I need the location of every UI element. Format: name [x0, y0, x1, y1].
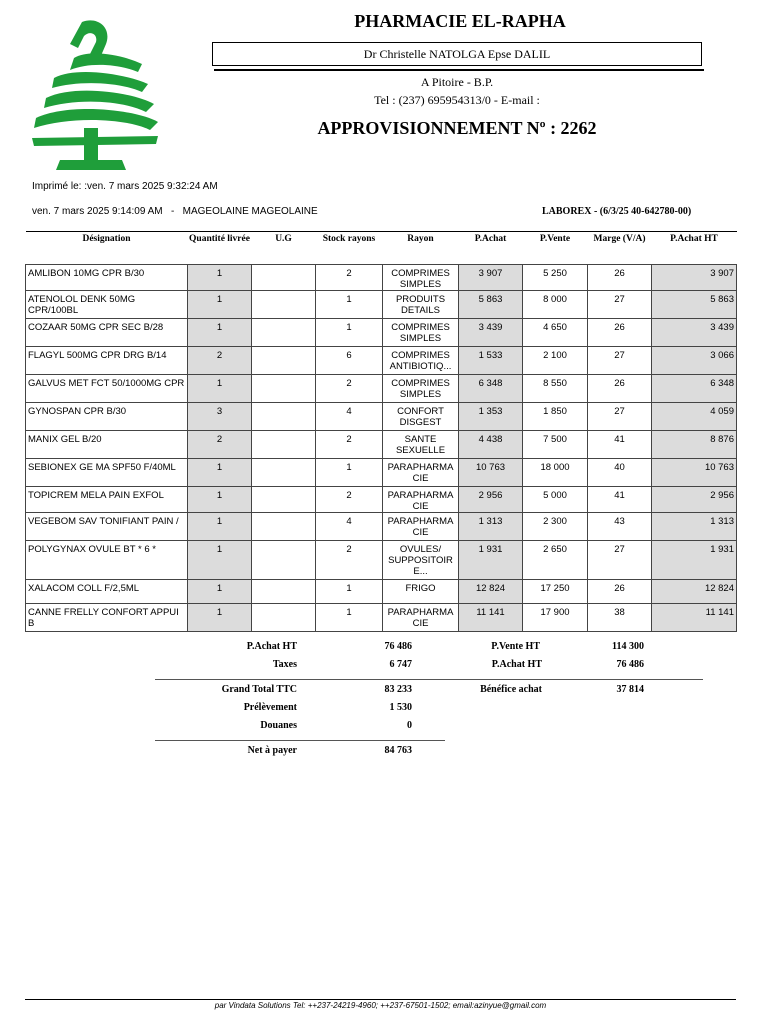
cell-ug: [252, 347, 316, 375]
cell-stock: 2: [316, 541, 383, 580]
cell-pachat-ht: 5 863: [652, 291, 737, 319]
cell-designation: GALVUS MET FCT 50/1000MG CPR: [26, 375, 188, 403]
cell-rayon: PARAPHARMA CIE: [383, 487, 459, 513]
table-row: [26, 459, 737, 487]
cell-marge: 40: [588, 459, 652, 487]
cell-pachat: 6 348: [459, 375, 523, 403]
doctor-name: Dr Christelle NATOLGA Epse DALIL: [212, 42, 702, 66]
total-label-douanes: Douanes: [260, 720, 297, 731]
cell-pvente: 2 300: [523, 513, 588, 541]
table-row: [26, 604, 737, 632]
table-row: [26, 580, 737, 604]
cell-rayon: COMPRIMES SIMPLES: [383, 375, 459, 403]
cell-rayon: COMPRIMES ANTIBIOTIQ...: [383, 347, 459, 375]
cell-pachat-ht: 3 066: [652, 347, 737, 375]
table-row: [26, 487, 737, 513]
cell-stock: 1: [316, 291, 383, 319]
pharmacy-name: PHARMACIE EL-RAPHA: [354, 11, 566, 31]
cell-rayon: FRIGO: [383, 580, 459, 604]
cell-marge: 41: [588, 431, 652, 459]
cell-ug: [252, 604, 316, 632]
col-quantite: Quantité livrée: [188, 232, 252, 263]
cell-qty: 2: [188, 347, 252, 375]
pharmacy-logo: [30, 18, 160, 170]
address: A Pitoire - B.P.: [420, 75, 494, 89]
cell-pachat-ht: 11 141: [652, 604, 737, 632]
cell-marge: 27: [588, 403, 652, 431]
cell-rayon: OVULES/ SUPPOSITOIR E...: [383, 541, 459, 580]
cell-designation: COZAAR 50MG CPR SEC B/28: [26, 319, 188, 347]
cell-designation: MANIX GEL B/20: [26, 431, 188, 459]
cell-pvente: 17 250: [523, 580, 588, 604]
col-pachat: P.Achat: [459, 232, 523, 263]
totals-divider: [155, 679, 703, 680]
cell-pachat: 1 313: [459, 513, 523, 541]
cell-pvente: 1 850: [523, 403, 588, 431]
cell-pachat-ht: 2 956: [652, 487, 737, 513]
cell-marge: 43: [588, 513, 652, 541]
cell-pachat-ht: 12 824: [652, 580, 737, 604]
table-row: [26, 431, 737, 459]
contact-info: Tel : (237) 695954313/0 - E-mail :: [374, 93, 540, 107]
col-designation: Désignation: [26, 232, 188, 263]
total-label-net: Net à payer: [247, 745, 297, 756]
cell-pvente: 7 500: [523, 431, 588, 459]
net-divider: [155, 740, 445, 741]
cell-pvente: 8 000: [523, 291, 588, 319]
cell-ug: [252, 375, 316, 403]
cell-marge: 26: [588, 580, 652, 604]
cell-qty: 1: [188, 541, 252, 580]
cell-stock: 4: [316, 513, 383, 541]
cell-qty: 1: [188, 604, 252, 632]
cell-pachat: 11 141: [459, 604, 523, 632]
total-value-grand-total: 83 233: [384, 684, 412, 695]
table-row: [26, 541, 737, 580]
col-stock: Stock rayons: [316, 232, 383, 263]
cell-stock: 4: [316, 403, 383, 431]
cell-marge: 26: [588, 265, 652, 291]
cell-pachat-ht: 6 348: [652, 375, 737, 403]
cell-pvente: 5 000: [523, 487, 588, 513]
cell-stock: 2: [316, 487, 383, 513]
cell-qty: 1: [188, 319, 252, 347]
table-row: [26, 403, 737, 431]
cell-rayon: SANTE SEXUELLE: [383, 431, 459, 459]
cell-ug: [252, 459, 316, 487]
cell-qty: 1: [188, 375, 252, 403]
cell-ug: [252, 580, 316, 604]
cell-ug: [252, 403, 316, 431]
cell-pachat-ht: 4 059: [652, 403, 737, 431]
cell-designation: AMLIBON 10MG CPR B/30: [26, 265, 188, 291]
cell-pvente: 5 250: [523, 265, 588, 291]
total-label-benefice: Bénéfice achat: [480, 684, 542, 695]
footer-divider: [25, 999, 736, 1000]
cell-qty: 1: [188, 513, 252, 541]
cell-pachat: 2 956: [459, 487, 523, 513]
cell-marge: 27: [588, 541, 652, 580]
cell-qty: 2: [188, 431, 252, 459]
cell-pachat-ht: 3 439: [652, 319, 737, 347]
cell-pachat-ht: 1 931: [652, 541, 737, 580]
cell-pvente: 4 650: [523, 319, 588, 347]
cell-ug: [252, 291, 316, 319]
cell-pachat: 3 439: [459, 319, 523, 347]
cell-designation: POLYGYNAX OVULE BT * 6 *: [26, 541, 188, 580]
cell-designation: XALACOM COLL F/2,5ML: [26, 580, 188, 604]
cell-pvente: 8 550: [523, 375, 588, 403]
cell-marge: 41: [588, 487, 652, 513]
total-value-pachat-ht-2: 76 486: [616, 659, 644, 670]
cell-rayon: PARAPHARMA CIE: [383, 459, 459, 487]
cell-rayon: COMPRIMES SIMPLES: [383, 265, 459, 291]
cell-stock: 1: [316, 319, 383, 347]
cell-qty: 1: [188, 580, 252, 604]
col-ug: U.G: [252, 232, 316, 263]
printed-date: Imprimé le: :ven. 7 mars 2025 9:32:24 AM: [32, 181, 218, 192]
cell-pvente: 18 000: [523, 459, 588, 487]
cell-pvente: 17 900: [523, 604, 588, 632]
col-marge: Marge (V/A): [588, 232, 652, 263]
total-value-pvente-ht: 114 300: [612, 641, 644, 652]
cell-stock: 2: [316, 265, 383, 291]
cell-pachat-ht: 10 763: [652, 459, 737, 487]
cell-rayon: PARAPHARMA CIE: [383, 513, 459, 541]
cell-pvente: 2 100: [523, 347, 588, 375]
total-label-pvente-ht: P.Vente HT: [491, 641, 540, 652]
cell-stock: 1: [316, 580, 383, 604]
total-value-taxes: 6 747: [389, 659, 412, 670]
total-value-net: 84 763: [384, 745, 412, 756]
cell-designation: SEBIONEX GE MA SPF50 F/40ML: [26, 459, 188, 487]
cell-ug: [252, 431, 316, 459]
cell-pachat: 1 353: [459, 403, 523, 431]
cell-ug: [252, 319, 316, 347]
cell-ug: [252, 487, 316, 513]
cell-pachat: 1 533: [459, 347, 523, 375]
table-row: [26, 319, 737, 347]
col-pachat-ht: P.Achat HT: [652, 232, 737, 263]
items-table: [25, 231, 737, 632]
total-label-pachat-ht: P.Achat HT: [246, 641, 297, 652]
cell-pachat: 1 931: [459, 541, 523, 580]
table-header: [26, 232, 737, 263]
cell-designation: TOPICREM MELA PAIN EXFOL: [26, 487, 188, 513]
cell-pachat-ht: 1 313: [652, 513, 737, 541]
order-info: ven. 7 mars 2025 9:14:09 AM - MAGEOLAINE MAGEOLAINE: [32, 206, 318, 217]
cell-qty: 1: [188, 265, 252, 291]
cell-pachat: 4 438: [459, 431, 523, 459]
cell-pvente: 2 650: [523, 541, 588, 580]
table-row: [26, 375, 737, 403]
total-value-benefice: 37 814: [616, 684, 644, 695]
cell-stock: 1: [316, 604, 383, 632]
cell-rayon: PRODUITS DETAILS: [383, 291, 459, 319]
total-label-taxes: Taxes: [272, 659, 297, 670]
total-label-pachat-ht-2: P.Achat HT: [491, 659, 542, 670]
cell-qty: 3: [188, 403, 252, 431]
total-label-prelevement: Prélèvement: [243, 702, 297, 713]
cell-pachat-ht: 8 876: [652, 431, 737, 459]
table-row: [26, 291, 737, 319]
cell-stock: 2: [316, 375, 383, 403]
cell-rayon: PARAPHARMA CIE: [383, 604, 459, 632]
footer-text: par Vindata Solutions Tel: ++237-24219-4960; ++237-67501-1502; email:azinyue@gmail.com: [214, 1001, 547, 1010]
total-value-douanes: 0: [407, 720, 412, 731]
cell-stock: 1: [316, 459, 383, 487]
cell-pachat: 5 863: [459, 291, 523, 319]
divider: [214, 69, 704, 71]
col-rayon: Rayon: [383, 232, 459, 263]
cell-ug: [252, 513, 316, 541]
cell-marge: 38: [588, 604, 652, 632]
cell-rayon: COMPRIMES SIMPLES: [383, 319, 459, 347]
cell-stock: 2: [316, 431, 383, 459]
cell-ug: [252, 541, 316, 580]
cell-pachat: 12 824: [459, 580, 523, 604]
table-row: [26, 513, 737, 541]
cell-marge: 27: [588, 347, 652, 375]
cell-qty: 1: [188, 291, 252, 319]
cell-designation: CANNE FRELLY CONFORT APPUI B: [26, 604, 188, 632]
cell-pachat: 3 907: [459, 265, 523, 291]
cell-rayon: CONFORT DISGEST: [383, 403, 459, 431]
cell-marge: 26: [588, 319, 652, 347]
total-label-grand-total: Grand Total TTC: [221, 684, 297, 695]
cell-stock: 6: [316, 347, 383, 375]
cell-designation: FLAGYL 500MG CPR DRG B/14: [26, 347, 188, 375]
cell-designation: ATENOLOL DENK 50MG CPR/100BL: [26, 291, 188, 319]
document-title: APPROVISIONNEMENT Nº : 2262: [317, 118, 597, 138]
cell-marge: 27: [588, 291, 652, 319]
supplier-info: LABOREX - (6/3/25 40-642780-00): [542, 206, 692, 217]
col-pvente: P.Vente: [523, 232, 588, 263]
cell-ug: [252, 265, 316, 291]
total-value-pachat-ht: 76 486: [384, 641, 412, 652]
cell-pachat: 10 763: [459, 459, 523, 487]
table-row: [26, 265, 737, 291]
cell-pachat-ht: 3 907: [652, 265, 737, 291]
cell-qty: 1: [188, 487, 252, 513]
cell-designation: VEGEBOM SAV TONIFIANT PAIN /: [26, 513, 188, 541]
table-row: [26, 347, 737, 375]
cell-qty: 1: [188, 459, 252, 487]
cell-designation: GYNOSPAN CPR B/30: [26, 403, 188, 431]
cell-marge: 26: [588, 375, 652, 403]
total-value-prelevement: 1 530: [389, 702, 412, 713]
